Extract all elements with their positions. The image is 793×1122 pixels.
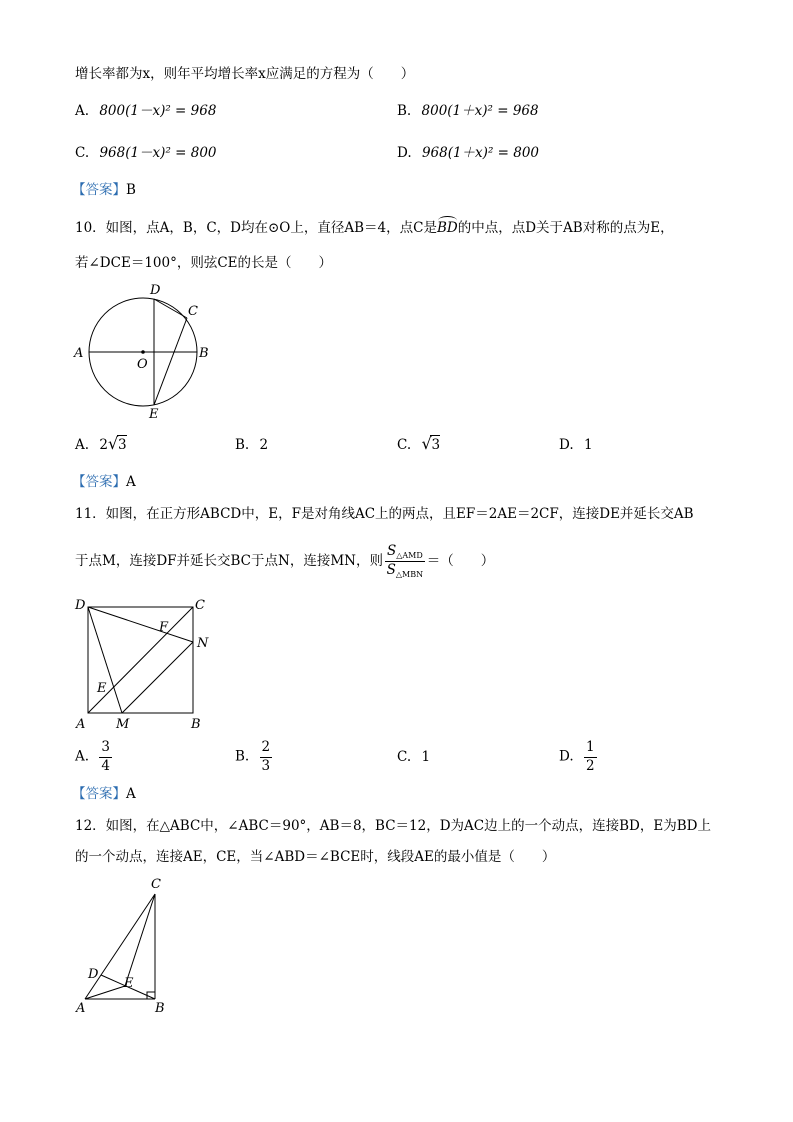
q9-option-d-text: 968(1＋x)² = 800 [421, 145, 540, 161]
label-b: B [155, 1001, 165, 1016]
q10-option-a [75, 434, 127, 453]
answer-value: B [126, 182, 136, 198]
q12-stem-line1: 12．如图，在△ABC中，∠ABC＝90°，AB＝8，BC＝12，D为AC边上的一个动点，连接BD，E为BD上 [75, 818, 711, 834]
segment-dm [88, 607, 122, 713]
q10-figure [70, 280, 230, 425]
q10-option-b-label: B. [235, 437, 250, 453]
q9-option-b-text: 800(1＋x)² = 968 [421, 103, 539, 119]
q11-option-b-label: B. [235, 748, 250, 765]
frac-num: 1 [584, 740, 597, 758]
q11-option-c-text: 1 [421, 749, 431, 765]
label-f: F [159, 620, 169, 635]
label-o: O [137, 357, 148, 372]
q11-option-d [559, 740, 597, 774]
q11-stem-text: 于点M，连接DF并延长交BC于点N，连接MN，则 [75, 552, 383, 569]
sqrt-symbol: √ 3 [421, 434, 441, 453]
frac-num: 3 [99, 740, 112, 758]
q10-option-d-label: D. [559, 437, 574, 453]
q10-option-c [397, 434, 441, 453]
q11-option-a-label: A. [75, 748, 90, 765]
frac-num: 2 [260, 740, 273, 758]
q11-stem-line2 [75, 544, 494, 579]
q10-option-b [235, 439, 268, 453]
q10-stem-line1 [75, 222, 674, 236]
answer-value: A [126, 474, 136, 490]
q9-option-a-label: A. [75, 103, 90, 119]
q9-option-c-text: 968(1－x)² = 800 [99, 145, 217, 161]
label-c: C [195, 598, 205, 613]
frac-num-sub: △AMD [396, 551, 423, 560]
q10-option-a-label: A. [75, 437, 90, 453]
answer-tag: 【答案】 [72, 182, 126, 198]
segment-ae [85, 986, 125, 999]
q9-option-c [75, 147, 217, 161]
q10-stem-line2: 若∠DCE＝100°，则弦CE的长是（ ） [75, 255, 333, 271]
label-n: N [197, 636, 209, 651]
label-b: B [191, 717, 201, 732]
q11-option-d-fraction [584, 740, 597, 774]
label-e: E [124, 976, 134, 991]
segment-ce [125, 894, 155, 986]
q9-option-b-label: B. [397, 103, 412, 119]
center-dot [141, 350, 145, 354]
label-d: D [75, 598, 86, 613]
arc-bd: BD [436, 220, 458, 236]
label-a: A [74, 346, 84, 361]
diagonal-ac [88, 607, 193, 713]
label-m: M [116, 717, 130, 732]
label-c: C [188, 304, 198, 319]
answer-value: A [126, 786, 136, 802]
frac-den-s: S [386, 562, 396, 579]
segment-dn [88, 607, 193, 642]
q9-option-a-text: 800(1－x)² = 968 [99, 103, 217, 119]
label-d: D [150, 283, 161, 298]
label-a: A [76, 1001, 86, 1016]
label-e: E [149, 407, 159, 422]
q11-option-c-label: C. [397, 749, 412, 765]
q9-option-c-label: C. [75, 145, 90, 161]
q11-option-a-fraction [99, 740, 112, 774]
q10-option-c-radicand: 3 [431, 437, 441, 453]
q9-option-d [397, 147, 539, 161]
chord-ce [154, 318, 187, 405]
label-e: E [97, 681, 107, 696]
q10-stem-text: 10．如图，点A，B，C，D均在⊙O上，直径AB＝4，点C是 [75, 220, 437, 236]
q10-option-d-text: 1 [583, 437, 593, 453]
q10-option-a-radicand: 3 [117, 437, 127, 453]
q12-stem-line2: 的一个动点，连接AE，CE，当∠ABD＝∠BCE时，线段AE的最小值是（ ） [75, 849, 556, 865]
label-c: C [151, 877, 161, 892]
q12-figure [70, 872, 180, 1022]
frac-den: 3 [261, 757, 271, 774]
label-a: A [76, 717, 86, 732]
answer-tag: 【答案】 [72, 474, 126, 490]
q10-option-a-coef: 2 [99, 437, 108, 453]
q10-option-d [559, 439, 593, 453]
q10-answer [72, 476, 136, 490]
q11-option-b-fraction [260, 740, 273, 774]
answer-tag: 【答案】 [72, 786, 126, 802]
q9-option-b [397, 105, 539, 119]
label-d: D [88, 967, 99, 982]
q9-answer [72, 184, 136, 198]
q11-stem-text-b: ＝（ ） [426, 552, 495, 569]
frac-den: 4 [101, 757, 110, 774]
frac-num-s: S [386, 543, 397, 559]
q11-figure [70, 595, 220, 735]
q10-stem-text-b: 的中点，点D关于AB对称的点为E， [457, 220, 674, 236]
area-ratio-fraction [385, 544, 425, 579]
frac-den: 2 [585, 757, 595, 774]
q11-option-c [397, 751, 430, 765]
sqrt-symbol: √ 3 [107, 434, 127, 453]
frac-den-sub: △MBN [395, 570, 424, 580]
segment-mn [122, 642, 193, 713]
q9-option-a [75, 105, 216, 119]
chord-dc [154, 299, 187, 318]
q10-option-b-text: 2 [259, 437, 269, 453]
q11-stem-line1: 11．如图，在正方形ABCD中，E，F是对角线AC上的两点，且EF＝2AE＝2CF，连接DE并延长交AB [75, 506, 694, 522]
q9-option-d-label: D. [397, 145, 412, 161]
q11-option-a [75, 740, 112, 774]
label-b: B [199, 346, 209, 361]
q11-option-b [235, 740, 272, 774]
q11-option-d-label: D. [559, 748, 574, 765]
q9-stem-tail: 增长率都为x，则年平均增长率x应满足的方程为（ ） [75, 66, 415, 82]
q11-answer [72, 788, 136, 802]
q10-option-c-label: C. [397, 437, 412, 453]
